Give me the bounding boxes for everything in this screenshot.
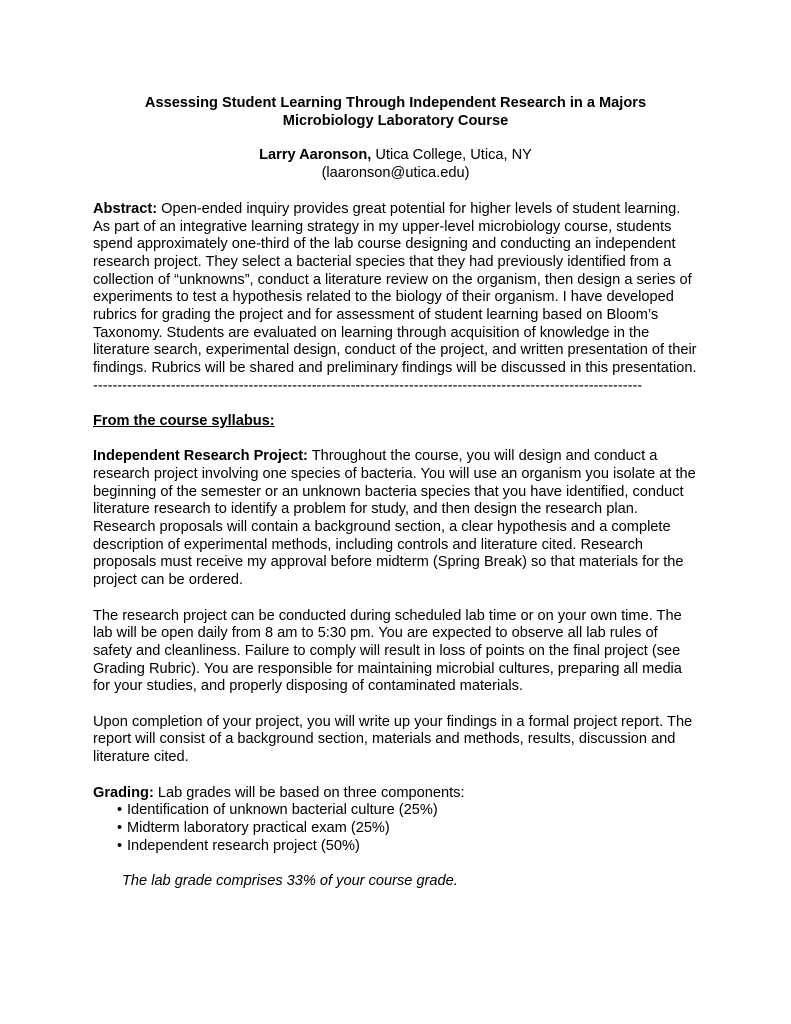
author-email: (laaronson@utica.edu) — [321, 165, 470, 182]
schedule-paragraph: The research project can be conducted during scheduled lab time or on your own time. The lab will be open daily from 8 am to 5:30 pm. You are expected to observe all lab rules of safety and cleanliness. Failure to comply will result in loss of points on the final project (see Grading Rubric). You are responsible for maintaining microbial cultures, preparing all media for your studies, and properly disposing of contaminated materials. — [93, 607, 682, 695]
grading-list — [93, 802, 698, 855]
list-item — [117, 820, 698, 838]
grading-text: Lab grades will be based on three components: — [153, 784, 465, 801]
list-item-text: Independent research project (50%) — [127, 837, 360, 854]
author-affiliation: Utica College, Utica, NY — [371, 147, 532, 164]
abstract-label: Abstract: — [93, 200, 158, 217]
bullet-icon: • — [117, 819, 123, 836]
author-name: Larry Aaronson, — [259, 147, 372, 164]
list-item-text: Identification of unknown bacterial culture (25%) — [127, 802, 438, 819]
title-line-1: Assessing Student Learning Through Independent Research in a Majors — [144, 95, 647, 111]
title-line-2: Microbiology Laboratory Course — [282, 112, 509, 129]
list-item — [117, 802, 698, 820]
author-block — [93, 147, 698, 182]
bullet-icon: • — [117, 837, 123, 854]
document-title — [93, 95, 698, 130]
author-line — [93, 147, 698, 165]
list-item — [117, 838, 698, 856]
project-label: Independent Research Project: — [93, 448, 308, 465]
syllabus-heading: From the course syllabus: — [93, 412, 275, 429]
project-text: Throughout the course, you will design and conduct a research project involving one species of bacteria. You will use an organism you isolate at the beginning of the semester or an unknown bacteria species that you have identified, conduct literature research to identify a problem for study, and then design the research plan. Research proposals will contain a background section, a clear hypothesis and a complete description of experimental methods, including controls and literature cited. Research proposals must receive my approval before midterm (Spring Break) so that materials for the project can be ordered. — [93, 448, 696, 589]
grade-weight-note: The lab grade comprises 33% of your course grade. — [122, 873, 458, 890]
section-separator: ----------------------------------------------------------------------------------------------------------------- — [93, 377, 643, 394]
list-item-text: Midterm laboratory practical exam (25%) — [127, 819, 390, 836]
abstract-paragraph — [93, 201, 698, 378]
grading-paragraph — [93, 785, 698, 803]
document-page — [93, 95, 698, 891]
bullet-icon: • — [117, 802, 123, 819]
project-paragraph — [93, 448, 698, 590]
grading-label: Grading: — [93, 784, 154, 801]
abstract-text: Open-ended inquiry provides great potential for higher levels of student learning. As part of an integrative learning strategy in my upper-level microbiology course, students spend approximately one-third of the lab course designing and conducting an independent research project. They select a bacterial species that they had previously identified from a collection of “unknowns”, conduct a literature review on the organism, then design a series of experiments to test a hypothesis related to the biology of their organism. I have developed rubrics for grading the project and for assessment of student learning based on Bloom’s Taxonomy. Students are evaluated on learning through acquisition of knowledge in the literature search, experimental design, conduct of the project, and written presentation of their findings. Rubrics will be shared and preliminary findings will be discussed in this presentation. — [93, 200, 697, 377]
report-paragraph: Upon completion of your project, you will write up your findings in a formal project report. The report will consist of a background section, materials and methods, results, discussion and literature cited. — [93, 713, 693, 766]
